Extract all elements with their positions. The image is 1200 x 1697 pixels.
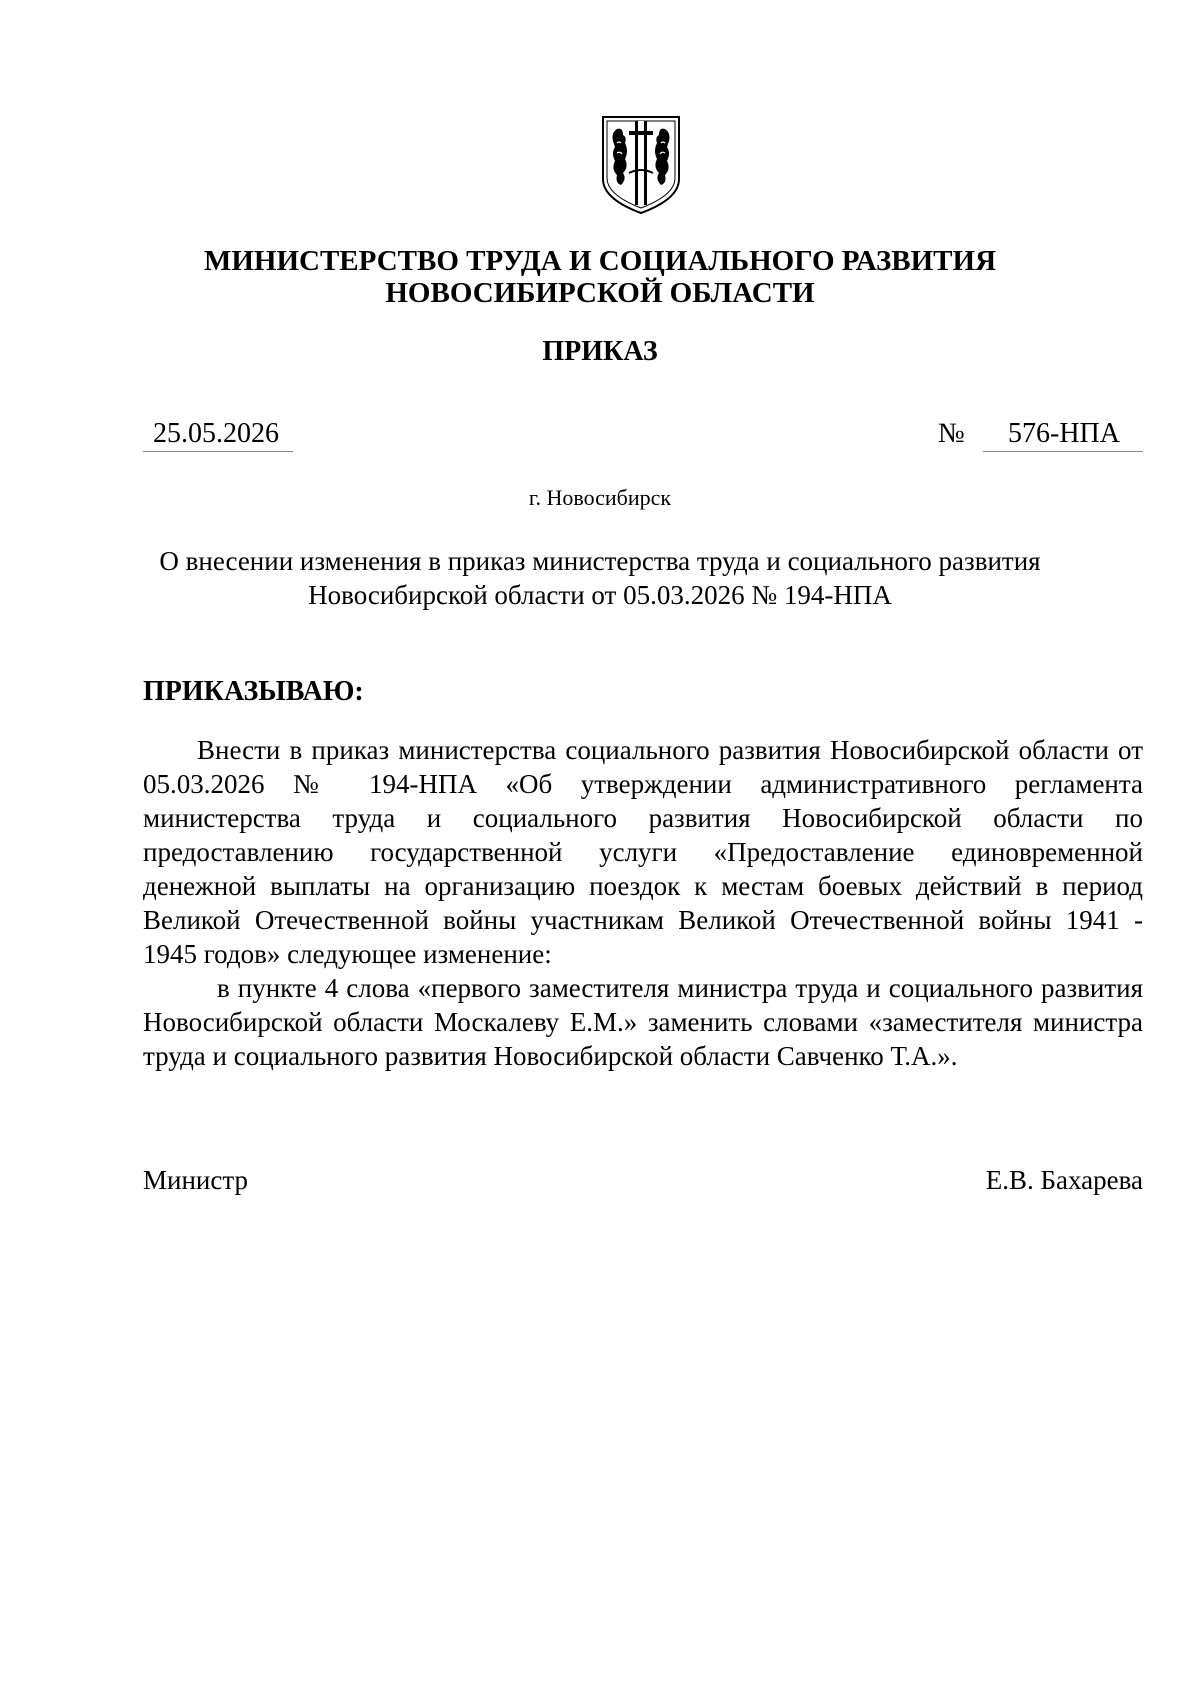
body-paragraph-2: в пункте 4 слова «первого заместителя министра труда и социального развития Новосибирской области Москалеву Е.М.» заменить словами «заместителя министра труда и социального развития Новосибирской области Савченко Т.А.».	[143, 973, 1143, 1071]
signer-title: Министр	[143, 1165, 248, 1195]
signer-name: Е.В. Бахарева	[985, 1165, 1143, 1195]
body-paragraph-1: Внести в приказ министерства социального развития Новосибирской области от 05.03.2026 № 194-НПА «Об утверждении административного регламента министерства труда и социального развития Новосибирской области по предоставлению государственной услуги «Предоставление единовременной денежной выплаты на организацию поездок к местам боевых действий в период Великой Отечественной войны участникам Великой Отечественной войны 1941 - 1945 годов» следующее изменение:	[143, 735, 1143, 969]
document-number: 576-НПА	[1008, 418, 1120, 449]
coat-of-arms-icon	[599, 113, 683, 217]
document-date-field	[143, 417, 293, 452]
order-heading: ПРИКАЗЫВАЮ:	[143, 676, 364, 707]
organization-name	[0, 245, 1200, 309]
document-subject	[0, 544, 1200, 612]
document-date: 25.05.2026	[153, 418, 279, 449]
organization-name-line1: МИНИСТЕРСТВО ТРУДА И СОЦИАЛЬНОГО РАЗВИТИЯ	[203, 245, 997, 277]
subject-line2: Новосибирской области от 05.03.2026 № 194-НПА	[308, 580, 892, 610]
document-type: ПРИКАЗ	[542, 336, 658, 367]
document-number-field	[983, 417, 1143, 452]
number-sign: №	[938, 418, 965, 449]
organization-name-line2: НОВОСИБИРСКОЙ ОБЛАСТИ	[385, 277, 815, 309]
order-body	[143, 733, 1143, 1073]
issue-city: г. Новосибирск	[528, 485, 672, 510]
subject-line1: О внесении изменения в приказ министерства труда и социального развития	[159, 546, 1041, 576]
